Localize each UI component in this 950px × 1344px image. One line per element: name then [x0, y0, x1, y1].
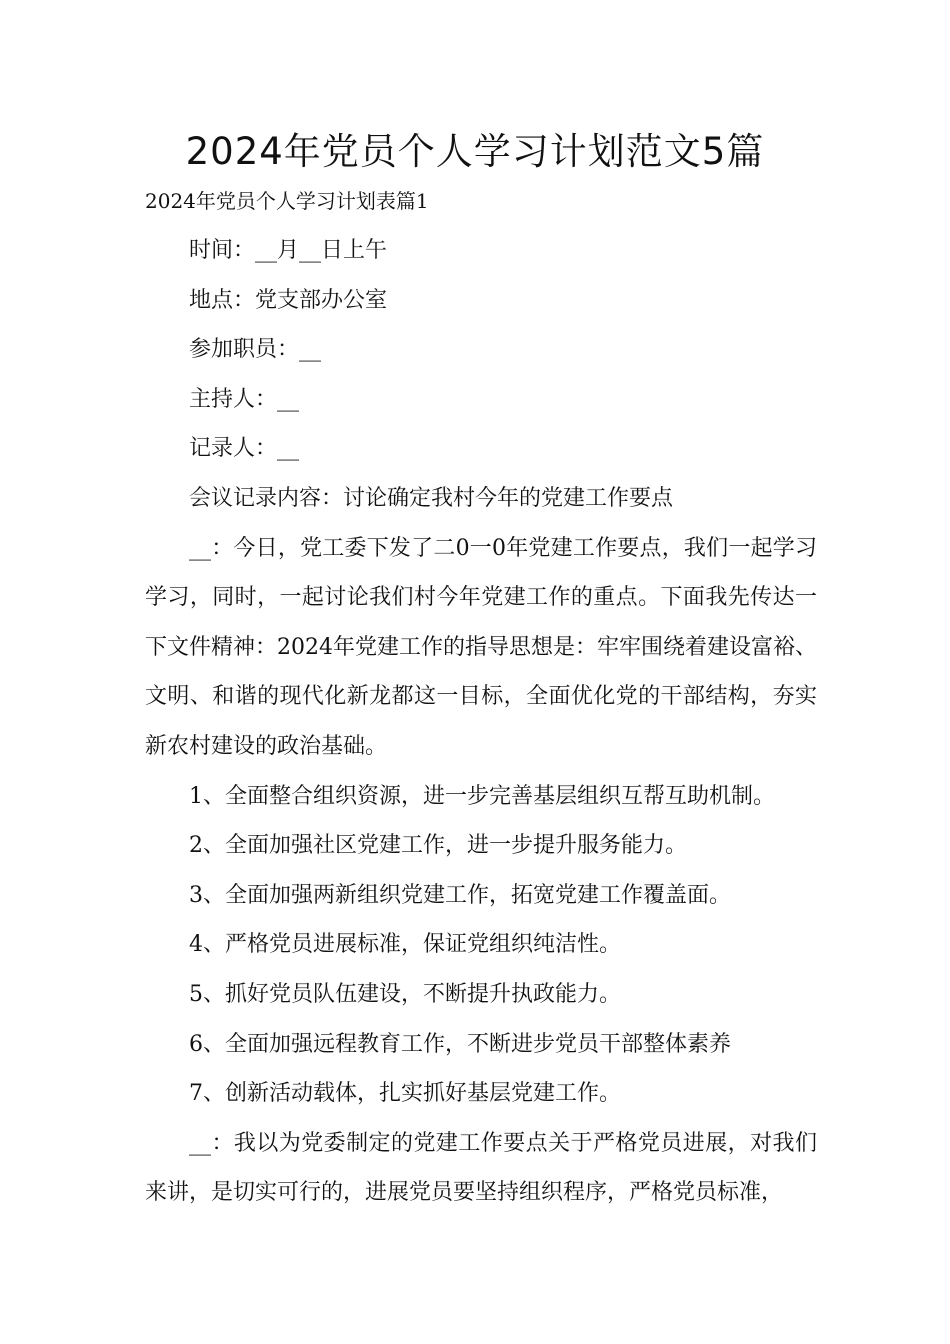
list-item: 3、全面加强两新组织党建工作，拓宽党建工作覆盖面。 [189, 882, 731, 908]
paragraph-host: 主持人：__ [189, 386, 300, 412]
document-body [145, 226, 817, 1218]
list-item: 7、创新活动载体，扎实抓好基层党建工作。 [189, 1081, 621, 1107]
section-subtitle: 2024年党员个人学习计划表篇1 [145, 189, 429, 213]
paragraph-meeting-content: 会议记录内容：讨论确定我村今年的党建工作要点 [189, 485, 674, 511]
list-item: 6、全面加强远程教育工作，不断进步党员干部整体素养 [189, 1031, 731, 1057]
paragraph-location: 地点：党支部办公室 [189, 287, 388, 313]
paragraph-attendees: 参加职员：__ [189, 337, 322, 363]
list-item: 2、全面加强社区党建工作，进一步提升服务能力。 [189, 833, 687, 859]
paragraph-recorder: 记录人：__ [189, 436, 300, 462]
paragraph-speech-1: __：今日，党工委下发了二0一0年党建工作要点，我们一起学习学习，同时，一起讨论我们村今年党建工作的重点。下面我先传达一下文件精神：2024年党建工作的指导思想是：牢牢围绕着建设富裕、文明、和谐的现代化新龙都这一目标，全面优化党的干部结构，夯实新农村建设的政治基础。 [145, 535, 817, 759]
list-item: 5、抓好党员队伍建设，不断提升执政能力。 [189, 981, 621, 1007]
list-item: 1、全面整合组织资源，进一步完善基层组织互帮互助机制。 [189, 783, 775, 809]
paragraph-speech-2: __：我以为党委制定的党建工作要点关于严格党员进展，对我们来讲，是切实可行的，进展党员要坚持组织程序，严格党员标准， [145, 1130, 817, 1206]
document-title: 2024年党员个人学习计划范文5篇 [185, 130, 765, 173]
paragraph-time: 时间：__月__日上午 [189, 238, 388, 263]
list-item: 4、严格党员进展标准，保证党组织纯洁性。 [189, 932, 621, 958]
